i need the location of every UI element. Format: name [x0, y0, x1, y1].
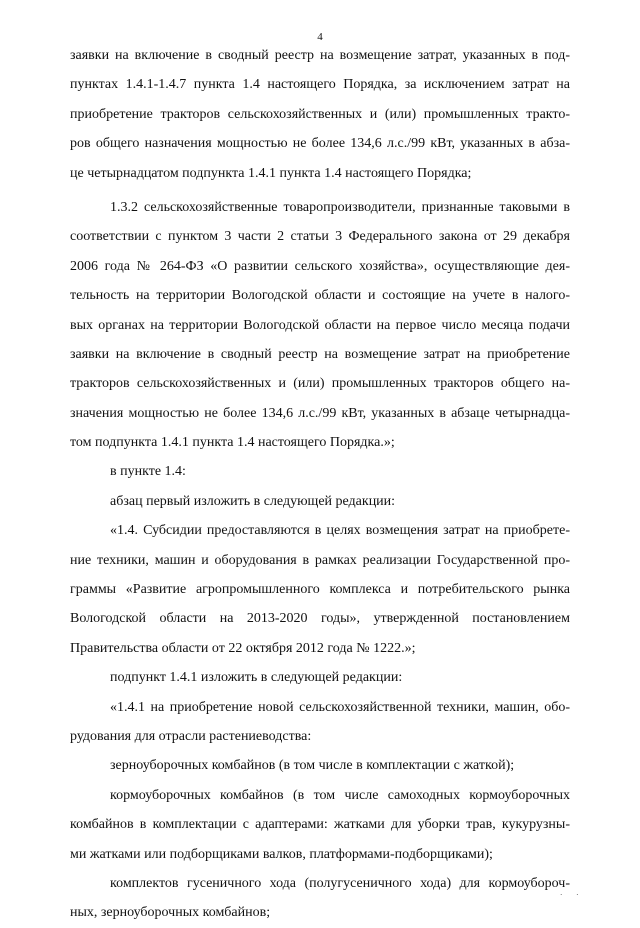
text-line: абзац первый изложить в следующей редакции: — [110, 493, 396, 509]
text-line: це четырнадцатом подпункта 1.4.1 пункта 1.4 настоящего Порядка; — [70, 165, 472, 181]
paragraph — [70, 41, 570, 188]
text-line: пунктах 1.4.1-1.4.7 пункта 1.4 настоящего Порядка, за исключением затрат на — [70, 77, 570, 93]
paragraph — [70, 663, 570, 692]
text-line: кормоуборочных комбайнов (в том числе самоходных кормоуборочных — [110, 787, 570, 803]
paragraph — [70, 457, 570, 486]
text-line: тельность на территории Вологодской области и состоящие на учете в налого- — [70, 288, 570, 304]
text-line: значения мощностью не более 134,6 л.с./99 кВт, указанных в абзаце четырнадца- — [70, 405, 570, 421]
text-line: тракторов сельскохозяйственных и (или) промышленных тракторов общего на- — [70, 376, 570, 392]
text-line: ров общего назначения мощностью не более 134,6 л.с./99 кВт, указанных в абза- — [70, 136, 570, 152]
text-line: ние техники, машин и оборудования в рамках реализации Государственной про- — [70, 552, 570, 568]
paragraph — [70, 751, 570, 780]
text-line: комбайнов в комплектации с адаптерами: жатками для уборки трав, кукурузны- — [70, 817, 570, 833]
paragraph — [70, 487, 570, 516]
paragraph — [70, 193, 570, 458]
text-line: заявки на включение в сводный реестр на возмещение затрат, указанных в под- — [70, 48, 570, 63]
text-line: приобретение тракторов сельскохозяйственных и (или) промышленных тракто- — [70, 106, 570, 122]
paragraph — [70, 693, 570, 752]
text-line: рудования для отрасли растениеводства: — [70, 728, 312, 744]
text-line: ми жатками или подборщиками валков, платформами-подборщиками); — [70, 846, 493, 862]
paragraph — [70, 516, 570, 663]
text-line: Вологодской области на 2013-2020 годы», утвержденной постановлением — [70, 611, 570, 627]
text-line: заявки на включение в сводный реестр на возмещение затрат на приобретение — [70, 346, 570, 362]
text-line: соответствии с пунктом 3 части 2 статьи 3 Федерального закона от 29 декабря — [70, 229, 570, 245]
paragraph — [70, 869, 570, 928]
text-line: граммы «Развитие агропромышленного комплекса и потребительского рынка — [70, 582, 570, 598]
text-line: в пункте 1.4: — [110, 464, 186, 480]
text-line: подпункт 1.4.1 изложить в следующей редакции: — [110, 670, 403, 686]
page-number: 4 — [317, 31, 323, 43]
text-line: зерноуборочных комбайнов (в том числе в комплектации с жаткой); — [110, 758, 515, 774]
text-line: том подпункта 1.4.1 пункта 1.4 настоящего Порядка.»; — [70, 435, 395, 451]
text-line: 2006 года № 264-ФЗ «О развитии сельского хозяйства», осуществляющие дея- — [70, 258, 570, 274]
text-line: 1.3.2 сельскохозяйственные товаропроизводители, признанные таковыми в — [110, 199, 570, 215]
paragraph — [70, 781, 570, 869]
text-line: ных, зерноуборочных комбайнов; — [70, 905, 271, 921]
text-line: «1.4.1 на приобретение новой сельскохозяйственной техники, машин, обо- — [110, 699, 570, 715]
text-line: «1.4. Субсидии предоставляются в целях возмещения затрат на приобрете- — [110, 523, 570, 539]
text-line: вых органах на территории Вологодской области на первое число месяца подачи — [70, 317, 570, 333]
text-line: Правительства области от 22 октября 2012 года № 1222.»; — [70, 640, 416, 656]
document-body — [70, 41, 570, 928]
scan-corner-marks: · · — [560, 891, 585, 899]
text-line: комплектов гусеничного хода (полугусеничного хода) для кормоубороч- — [110, 875, 570, 891]
